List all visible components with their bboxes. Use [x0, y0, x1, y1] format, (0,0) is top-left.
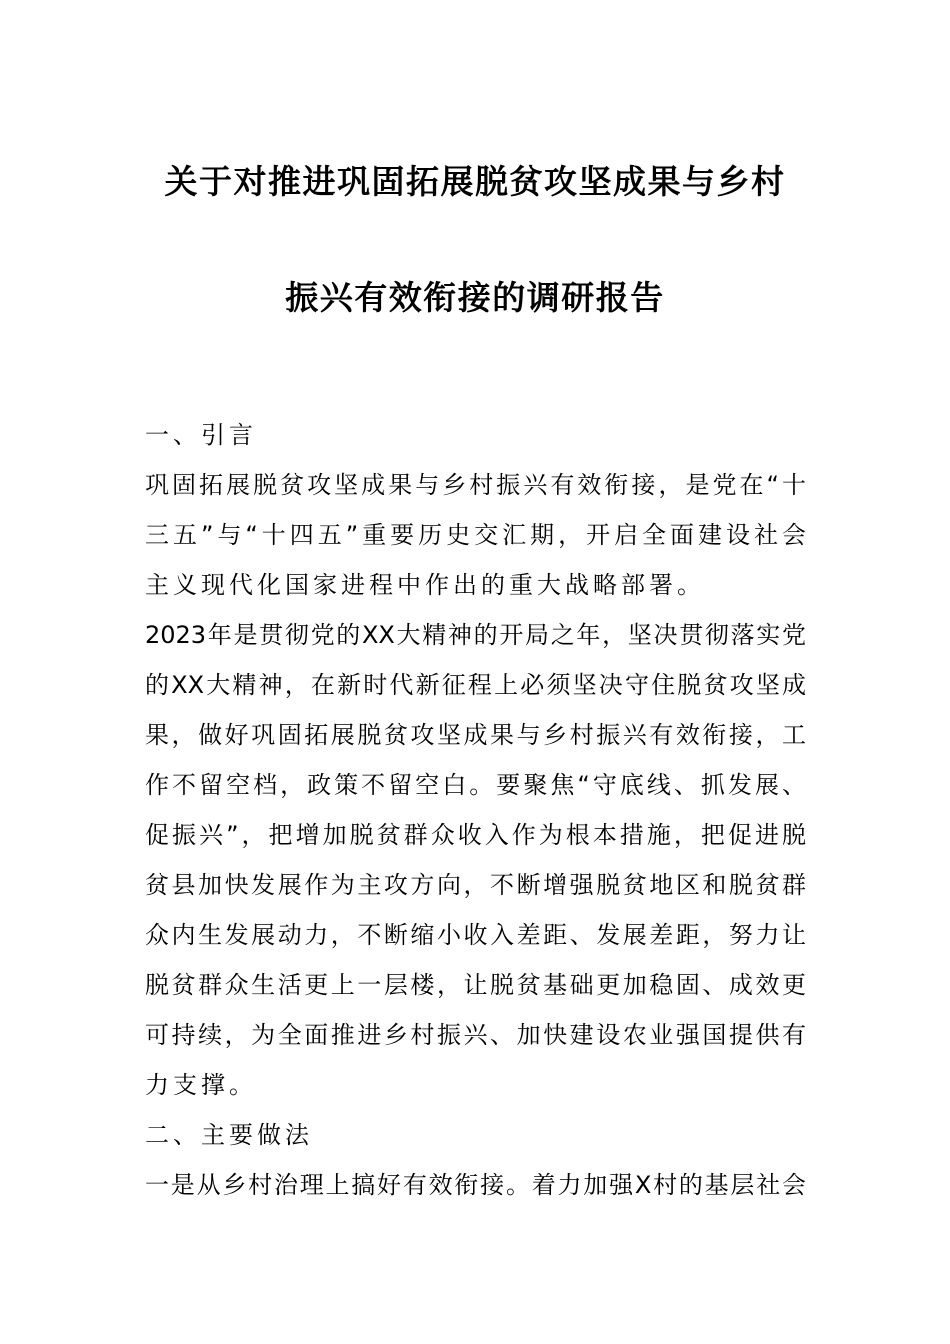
text-line: 促振兴”，把增加脱贫群众收入作为根本措施，把促进脱 — [145, 821, 806, 849]
section-heading-intro: 一、引言 — [145, 421, 257, 449]
text-line: 贫县加快发展作为主攻方向，不断增强脱贫地区和脱贫群 — [145, 871, 806, 899]
text-line: 三五”与“十四五”重要历史交汇期，开启全面建设社会 — [145, 521, 806, 549]
text-line: 一是从乡村治理上搞好有效衔接。着力加强X村的基层社会 — [145, 1171, 806, 1199]
text-line: 脱贫群众生活更上一层楼，让脱贫基础更加稳固、成效更 — [145, 971, 806, 999]
text-line: 众内生发展动力，不断缩小收入差距、发展差距，努力让 — [145, 921, 806, 949]
document-title-line-1: 关于对推进巩固拓展脱贫攻坚成果与乡村 — [164, 162, 786, 201]
text-line: 可持续，为全面推进乡村振兴、加快建设农业强国提供有 — [145, 1021, 806, 1049]
text-line: 的XX大精神，在新时代新征程上必须坚决守住脱贫攻坚成 — [145, 671, 806, 699]
document-body — [145, 410, 806, 1210]
text-line: 果，做好巩固拓展脱贫攻坚成果与乡村振兴有效衔接，工 — [145, 721, 806, 749]
text-line: 作不留空档，政策不留空白。要聚焦“守底线、抓发展、 — [145, 771, 806, 799]
text-line: 2023年是贯彻党的XX大精神的开局之年，坚决贯彻落实党 — [145, 621, 806, 649]
text-line: 巩固拓展脱贫攻坚成果与乡村振兴有效衔接，是党在“十 — [145, 471, 806, 499]
document-title-line-2: 振兴有效衔接的调研报告 — [285, 278, 665, 317]
text-line: 主义现代化国家进程中作出的重大战略部署。 — [145, 571, 705, 599]
section-heading-main-practices: 二、主要做法 — [145, 1121, 313, 1149]
text-line: 力支撑。 — [145, 1071, 257, 1099]
